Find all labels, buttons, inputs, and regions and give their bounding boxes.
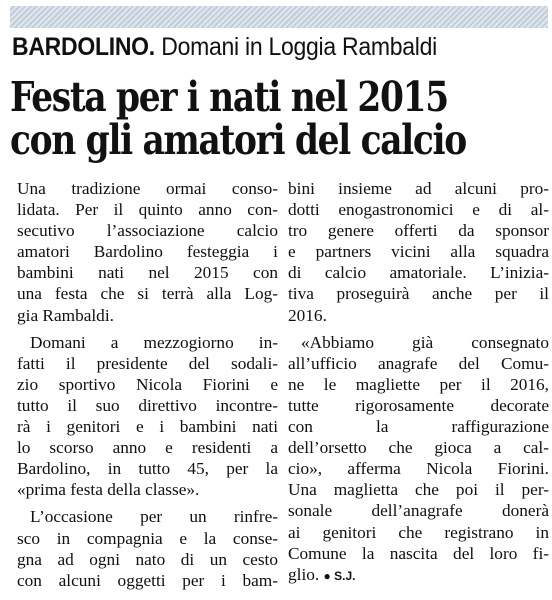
text-line-end: glio. — [288, 564, 320, 584]
article-column-2 — [288, 178, 549, 587]
headline-line: Festa per i nati nel 2015 — [10, 73, 448, 121]
article-column-1 — [17, 178, 278, 591]
text-line: «prima festa della classe». — [17, 480, 200, 500]
text-line: con la raffigurazione — [288, 417, 549, 437]
text-line: «Abbiamo già consegnato — [301, 332, 549, 352]
text-line: ai genitori che registrano in — [288, 522, 549, 542]
text-line: sco in compagnia e la conse- — [17, 528, 278, 548]
text-line: rà i genitori e i bambini nati — [17, 417, 278, 437]
text-line: amatori Bardolino festeggia i — [17, 242, 278, 262]
text-line: e partners vicini alla squadra — [288, 242, 549, 262]
author-signature: ● S.J. — [323, 568, 356, 583]
text-line: lidata. Per il quinto anno con- — [17, 200, 278, 220]
text-line: all’ufficio anagrafe del Comu- — [288, 353, 549, 373]
text-line: 2016. — [288, 305, 327, 325]
text-line: cio», afferma Nicola Fiorini. — [288, 459, 549, 479]
text-line: una festa che si terrà alla Log- — [17, 284, 278, 304]
text-line: di calcio amatoriale. L’inizia- — [288, 263, 549, 283]
text-line: con alcuni oggetti per i bam- — [17, 570, 278, 590]
text-line: gia Rambaldi. — [17, 305, 114, 325]
text-line: ne le magliette per il 2016, — [288, 374, 549, 394]
text-line: Una tradizione ormai conso- — [17, 179, 278, 198]
text-line: dell’orsetto che gioca a cal- — [288, 438, 549, 458]
text-line: bini insieme ad alcuni pro- — [288, 179, 549, 198]
text-line — [288, 564, 549, 587]
text-line: sonale dell’anagrafe donerà — [288, 501, 549, 521]
text-line: dotti enogastronomici e di al- — [288, 200, 549, 220]
text-line: L’occasione per un rinfre- — [30, 507, 278, 527]
text-line: Una maglietta che poi il per- — [288, 480, 549, 500]
headline-line: con gli amatori del calcio — [10, 116, 466, 164]
text-line: tiva proseguirà anche per il — [288, 284, 549, 304]
headline — [10, 73, 466, 164]
text-line: Bardolino, in tutto 45, per la — [17, 459, 278, 479]
text-line: bambini nati nel 2015 con — [17, 263, 278, 283]
text-line: gna ad ogni nato di un cesto — [17, 549, 278, 569]
text-line: fatti il presidente del sodali- — [17, 353, 278, 373]
text-line: tutte rigorosamente decorate — [288, 395, 549, 415]
text-line: secutivo l’associazione calcio — [17, 221, 278, 241]
text-line: Domani a mezzogiorno in- — [30, 332, 278, 352]
text-line: Comune la nascita del loro fi- — [288, 543, 549, 563]
text-line: tro genere offerti da sponsor — [288, 221, 549, 241]
kicker — [12, 32, 437, 62]
kicker-location: BARDOLINO. — [12, 33, 155, 61]
header-band — [10, 6, 548, 28]
kicker-subtitle: Domani in Loggia Rambaldi — [161, 33, 437, 61]
text-line: lo scorso anno e residenti a — [17, 438, 278, 458]
text-line: zio sportivo Nicola Fiorini e — [17, 374, 278, 394]
text-line: tutto il suo direttivo incontre- — [17, 395, 278, 415]
